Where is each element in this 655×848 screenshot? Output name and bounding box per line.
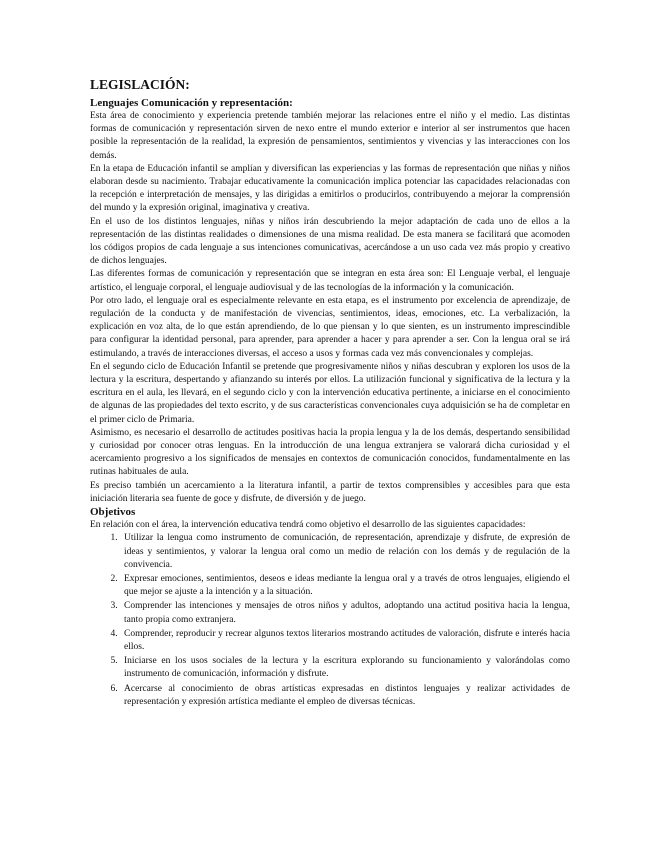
- page-title: LEGISLACIÓN:: [90, 77, 190, 92]
- paragraph: Es preciso también un acercamiento a la literatura infantil, a partir de textos comprensibles y accesibles para que esta iniciación literaria sea fuente de goce y disfrute, de diversión y de juego.: [90, 480, 570, 504]
- paragraph: Esta área de conocimiento y experiencia pretende también mejorar las relaciones entre el niño y el medio. Las distintas formas de comunicación y representación sirven de nexo entre el mundo exterior e interior al ser instrumentos que hacen posible la representación de la realidad, la expresión de pensamientos, sentimientos y vivencias y las interacciones con los demás.: [90, 111, 570, 161]
- paragraph: En la etapa de Educación infantil se amplían y diversifican las experiencias y las formas de representación que niñas y niños elaboran desde su nacimiento. Trabajar educativamente la comunicación implica potenciar las capacidades relacionadas con la recepción e interpretación de mensajes, y las dirigidas a emitirlos o producirlos, contribuyendo a mejorar la comprensión del mundo y la expresión original, imaginativa y creativa.: [90, 163, 570, 214]
- objective-item: 1. Utilizar la lengua como instrumento de comunicación, de representación, aprendizaje y disfrute, de expresión de ideas y sentimientos, y valorar la lengua oral como un medio de relación con los demás y de regulación de la convivencia.: [120, 532, 570, 572]
- objectives-intro: En relación con el área, la intervención educativa tendrá como objetivo el desarrollo de las siguientes capacidades:: [90, 520, 526, 531]
- objective-item: 5. Iniciarse en los usos sociales de la lectura y la escritura explorando su funcionamiento y valorándolas como instrumento de comunicación, información y disfrute.: [120, 655, 570, 681]
- section-subtitle: Lenguajes Comunicación y representación:: [90, 97, 293, 109]
- objective-item: 6. Acercarse al conocimiento de obras artísticas expresadas en distintos lenguajes y realizar actividades de representación y expresión artística mediante el empleo de diversas técnicas.: [120, 683, 570, 709]
- objectives-heading: Objetivos: [90, 506, 136, 519]
- paragraph: Por otro lado, el lenguaje oral es especialmente relevante en esta etapa, es el instrumento por excelencia de aprendizaje, de regulación de la conducta y de manifestación de vivencias, sentimientos, ideas, emociones, etc. La verbalización, la explicación en voz alta, de lo que están aprendiendo, de lo que piensan y lo que sienten, es un instrumento imprescindible para configurar la identidad personal, para aprender, para aprender a hacer y para aprender a ser. Con la lengua oral se irá estimulando, a través de interacciones diversas, el acceso a usos y formas cada vez más convencionales y complejas.: [90, 295, 570, 359]
- objective-item: 4. Comprender, reproducir y recrear algunos textos literarios mostrando actitudes de valoración, disfrute e interés hacia ellos.: [120, 628, 570, 654]
- paragraph: En el uso de los distintos lenguajes, niñas y niños irán descubriendo la mejor adaptación de cada uno de ellos a la representación de las distintas realidades o dimensiones de una misma realidad. De esta manera se facilitará que acomoden los códigos propios de cada lenguaje a sus intenciones comunicativas, acercándose a un uso cada vez más propio y creativo de dichos lenguajes.: [90, 216, 570, 267]
- objectives-list: [90, 532, 570, 709]
- paragraph: Asimismo, es necesario el desarrollo de actitudes positivas hacia la propia lengua y la de los demás, despertando sensibilidad y curiosidad por conocer otras lenguas. En la introducción de una lengua extranjera se valorará dicha curiosidad y el acercamiento progresivo a los significados de mensajes en contextos de comunicación conocidos, fundamentalmente en las rutinas habituales de aula.: [90, 427, 570, 478]
- objective-item: 3. Comprender las intenciones y mensajes de otros niños y adultos, adoptando una actitud positiva hacia la lengua, tanto propia como extranjera.: [120, 600, 570, 626]
- paragraph: Las diferentes formas de comunicación y representación que se integran en esta área son: El Lenguaje verbal, el lenguaje artístico, el lenguaje corporal, el lenguaje audiovisual y de las tecnologías de la información y la comunicación.: [90, 269, 570, 293]
- paragraph: En el segundo ciclo de Educación Infantil se pretende que progresivamente niños y niñas descubran y exploren los usos de la lectura y la escritura, despertando y afianzando su interés por ellos. La utilización funcional y significativa de la lectura y la escritura en el aula, les llevará, en el segundo ciclo y con la intervención educativa pertinente, a iniciarse en el conocimiento de algunas de las propiedades del texto escrito, y de sus características convencionales cuya adquisición se ha de completar en el primer ciclo de Primaria.: [90, 361, 570, 425]
- document-page: [90, 76, 570, 710]
- objective-item: 2. Expresar emociones, sentimientos, deseos e ideas mediante la lengua oral y a través de otros lenguajes, eligiendo el que mejor se ajuste a la intención y a la situación.: [120, 573, 570, 599]
